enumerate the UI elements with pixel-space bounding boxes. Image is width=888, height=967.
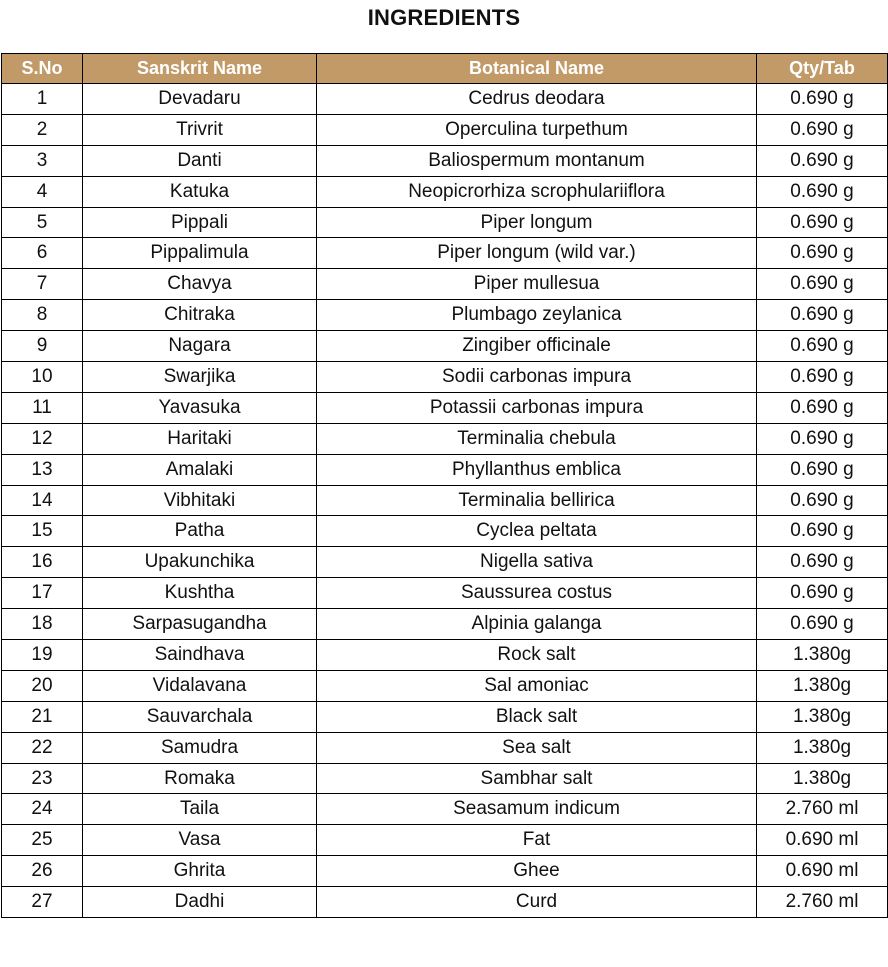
serial-number-cell: 10 bbox=[2, 362, 83, 393]
table-row bbox=[2, 207, 888, 238]
table-row bbox=[2, 145, 888, 176]
sanskrit-name-cell: Upakunchika bbox=[83, 547, 317, 578]
quantity-cell: 0.690 g bbox=[757, 454, 888, 485]
botanical-name-cell: Baliospermum montanum bbox=[317, 145, 757, 176]
serial-number-cell: 14 bbox=[2, 485, 83, 516]
sanskrit-name-cell: Romaka bbox=[83, 763, 317, 794]
table-row bbox=[2, 269, 888, 300]
sanskrit-name-cell: Sarpasugandha bbox=[83, 609, 317, 640]
serial-number-cell: 21 bbox=[2, 701, 83, 732]
botanical-name-cell: Piper mullesua bbox=[317, 269, 757, 300]
table-row bbox=[2, 331, 888, 362]
botanical-name-cell: Terminalia chebula bbox=[317, 423, 757, 454]
quantity-cell: 0.690 g bbox=[757, 269, 888, 300]
sanskrit-name-cell: Vasa bbox=[83, 825, 317, 856]
quantity-cell: 0.690 g bbox=[757, 578, 888, 609]
botanical-name-cell: Piper longum (wild var.) bbox=[317, 238, 757, 269]
sanskrit-name-cell: Pippalimula bbox=[83, 238, 317, 269]
quantity-cell: 1.380g bbox=[757, 763, 888, 794]
sanskrit-name-cell: Katuka bbox=[83, 176, 317, 207]
serial-number-cell: 22 bbox=[2, 732, 83, 763]
botanical-name-cell: Saussurea costus bbox=[317, 578, 757, 609]
botanical-name-cell: Alpinia galanga bbox=[317, 609, 757, 640]
botanical-name-cell: Black salt bbox=[317, 701, 757, 732]
quantity-cell: 0.690 ml bbox=[757, 825, 888, 856]
serial-number-cell: 1 bbox=[2, 84, 83, 115]
table-row bbox=[2, 763, 888, 794]
serial-number-cell: 2 bbox=[2, 114, 83, 145]
botanical-name-cell: Sal amoniac bbox=[317, 670, 757, 701]
quantity-cell: 0.690 g bbox=[757, 485, 888, 516]
sanskrit-name-cell: Samudra bbox=[83, 732, 317, 763]
botanical-name-cell: Ghee bbox=[317, 856, 757, 887]
serial-number-cell: 13 bbox=[2, 454, 83, 485]
quantity-cell: 1.380g bbox=[757, 732, 888, 763]
botanical-name-cell: Curd bbox=[317, 887, 757, 918]
sanskrit-name-cell: Vidalavana bbox=[83, 670, 317, 701]
table-row bbox=[2, 84, 888, 115]
botanical-name-cell: Phyllanthus emblica bbox=[317, 454, 757, 485]
serial-number-cell: 7 bbox=[2, 269, 83, 300]
serial-number-cell: 19 bbox=[2, 640, 83, 671]
table-row bbox=[2, 516, 888, 547]
sanskrit-name-cell: Danti bbox=[83, 145, 317, 176]
quantity-cell: 0.690 g bbox=[757, 609, 888, 640]
botanical-name-cell: Cedrus deodara bbox=[317, 84, 757, 115]
botanical-name-cell: Potassii carbonas impura bbox=[317, 392, 757, 423]
sanskrit-name-cell: Saindhava bbox=[83, 640, 317, 671]
table-row bbox=[2, 670, 888, 701]
botanical-name-cell: Sambhar salt bbox=[317, 763, 757, 794]
serial-number-cell: 24 bbox=[2, 794, 83, 825]
sanskrit-name-cell: Chavya bbox=[83, 269, 317, 300]
table-row bbox=[2, 887, 888, 918]
table-row bbox=[2, 547, 888, 578]
botanical-name-cell: Fat bbox=[317, 825, 757, 856]
botanical-name-cell: Zingiber officinale bbox=[317, 331, 757, 362]
sanskrit-name-cell: Trivrit bbox=[83, 114, 317, 145]
table-row bbox=[2, 732, 888, 763]
quantity-cell: 0.690 g bbox=[757, 423, 888, 454]
sanskrit-name-cell: Patha bbox=[83, 516, 317, 547]
sanskrit-name-cell: Vibhitaki bbox=[83, 485, 317, 516]
sanskrit-name-cell: Pippali bbox=[83, 207, 317, 238]
column-header-botanical-name: Botanical Name bbox=[317, 54, 757, 84]
serial-number-cell: 9 bbox=[2, 331, 83, 362]
sanskrit-name-cell: Nagara bbox=[83, 331, 317, 362]
table-row bbox=[2, 392, 888, 423]
ingredients-table bbox=[1, 53, 888, 918]
table-row bbox=[2, 609, 888, 640]
table-row bbox=[2, 794, 888, 825]
table-row bbox=[2, 300, 888, 331]
botanical-name-cell: Plumbago zeylanica bbox=[317, 300, 757, 331]
table-header bbox=[2, 54, 888, 84]
serial-number-cell: 3 bbox=[2, 145, 83, 176]
table-row bbox=[2, 176, 888, 207]
botanical-name-cell: Piper longum bbox=[317, 207, 757, 238]
quantity-cell: 1.380g bbox=[757, 640, 888, 671]
botanical-name-cell: Seasamum indicum bbox=[317, 794, 757, 825]
serial-number-cell: 23 bbox=[2, 763, 83, 794]
table-body bbox=[2, 84, 888, 918]
quantity-cell: 2.760 ml bbox=[757, 887, 888, 918]
table-row bbox=[2, 640, 888, 671]
table-row bbox=[2, 578, 888, 609]
table-row bbox=[2, 856, 888, 887]
sanskrit-name-cell: Swarjika bbox=[83, 362, 317, 393]
table-row bbox=[2, 238, 888, 269]
botanical-name-cell: Rock salt bbox=[317, 640, 757, 671]
serial-number-cell: 5 bbox=[2, 207, 83, 238]
quantity-cell: 0.690 g bbox=[757, 362, 888, 393]
table-row bbox=[2, 485, 888, 516]
quantity-cell: 0.690 g bbox=[757, 516, 888, 547]
sanskrit-name-cell: Chitraka bbox=[83, 300, 317, 331]
quantity-cell: 1.380g bbox=[757, 701, 888, 732]
sanskrit-name-cell: Kushtha bbox=[83, 578, 317, 609]
serial-number-cell: 18 bbox=[2, 609, 83, 640]
serial-number-cell: 25 bbox=[2, 825, 83, 856]
table-row bbox=[2, 454, 888, 485]
botanical-name-cell: Neopicrorhiza scrophulariiflora bbox=[317, 176, 757, 207]
column-header-serial-number: S.No bbox=[2, 54, 83, 84]
quantity-cell: 0.690 g bbox=[757, 176, 888, 207]
botanical-name-cell: Cyclea peltata bbox=[317, 516, 757, 547]
sanskrit-name-cell: Devadaru bbox=[83, 84, 317, 115]
botanical-name-cell: Operculina turpethum bbox=[317, 114, 757, 145]
column-header-sanskrit-name: Sanskrit Name bbox=[83, 54, 317, 84]
table-row bbox=[2, 362, 888, 393]
botanical-name-cell: Nigella sativa bbox=[317, 547, 757, 578]
quantity-cell: 2.760 ml bbox=[757, 794, 888, 825]
quantity-cell: 0.690 g bbox=[757, 300, 888, 331]
sanskrit-name-cell: Amalaki bbox=[83, 454, 317, 485]
header-row bbox=[2, 54, 888, 84]
serial-number-cell: 11 bbox=[2, 392, 83, 423]
serial-number-cell: 20 bbox=[2, 670, 83, 701]
quantity-cell: 0.690 g bbox=[757, 392, 888, 423]
serial-number-cell: 17 bbox=[2, 578, 83, 609]
table-row bbox=[2, 701, 888, 732]
table-row bbox=[2, 423, 888, 454]
table-row bbox=[2, 825, 888, 856]
quantity-cell: 0.690 g bbox=[757, 145, 888, 176]
sanskrit-name-cell: Ghrita bbox=[83, 856, 317, 887]
serial-number-cell: 27 bbox=[2, 887, 83, 918]
table-row bbox=[2, 114, 888, 145]
sanskrit-name-cell: Taila bbox=[83, 794, 317, 825]
botanical-name-cell: Sodii carbonas impura bbox=[317, 362, 757, 393]
quantity-cell: 0.690 ml bbox=[757, 856, 888, 887]
serial-number-cell: 4 bbox=[2, 176, 83, 207]
sanskrit-name-cell: Haritaki bbox=[83, 423, 317, 454]
botanical-name-cell: Sea salt bbox=[317, 732, 757, 763]
column-header-quantity-per-tablet: Qty/Tab bbox=[757, 54, 888, 84]
quantity-cell: 1.380g bbox=[757, 670, 888, 701]
quantity-cell: 0.690 g bbox=[757, 331, 888, 362]
quantity-cell: 0.690 g bbox=[757, 547, 888, 578]
serial-number-cell: 8 bbox=[2, 300, 83, 331]
quantity-cell: 0.690 g bbox=[757, 114, 888, 145]
botanical-name-cell: Terminalia bellirica bbox=[317, 485, 757, 516]
serial-number-cell: 6 bbox=[2, 238, 83, 269]
quantity-cell: 0.690 g bbox=[757, 238, 888, 269]
page-title: INGREDIENTS bbox=[367, 5, 521, 30]
quantity-cell: 0.690 g bbox=[757, 207, 888, 238]
serial-number-cell: 16 bbox=[2, 547, 83, 578]
serial-number-cell: 26 bbox=[2, 856, 83, 887]
sanskrit-name-cell: Yavasuka bbox=[83, 392, 317, 423]
serial-number-cell: 12 bbox=[2, 423, 83, 454]
sanskrit-name-cell: Sauvarchala bbox=[83, 701, 317, 732]
sanskrit-name-cell: Dadhi bbox=[83, 887, 317, 918]
serial-number-cell: 15 bbox=[2, 516, 83, 547]
quantity-cell: 0.690 g bbox=[757, 84, 888, 115]
